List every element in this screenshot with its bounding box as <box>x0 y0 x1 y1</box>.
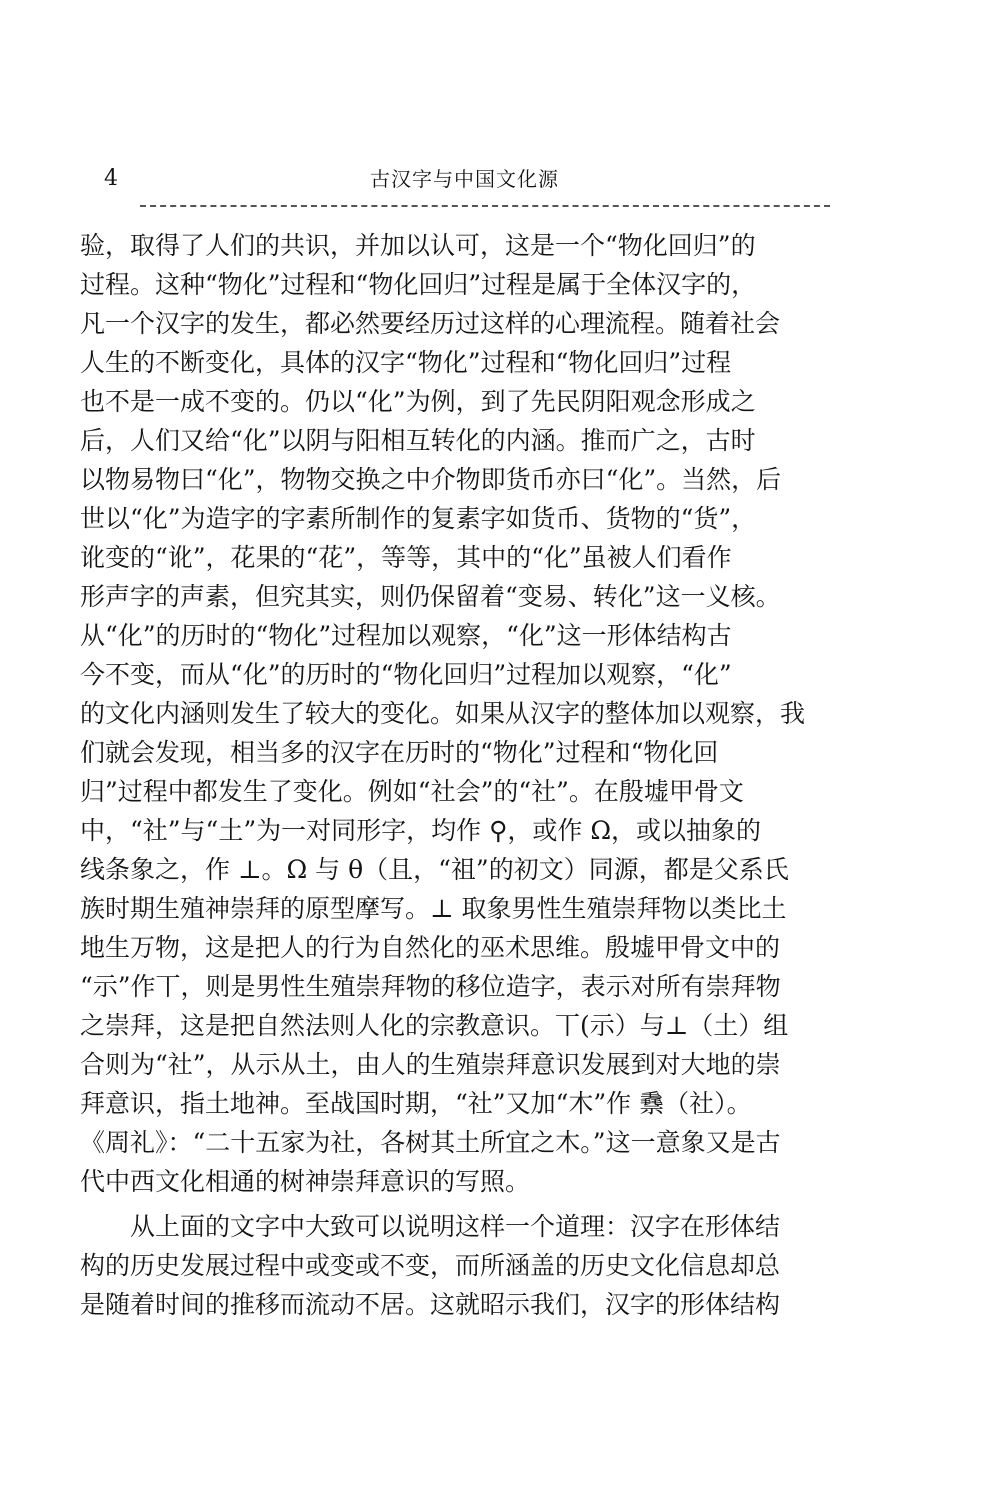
text-line: 《周礼》：“二十五家为社，各树其土所宜之木。”这一意象又是古 <box>80 1128 781 1157</box>
text-line: 合则为“社”，从示从土，由人的生殖崇拜意识发展到对大地的崇 <box>80 1050 781 1079</box>
text-line: 拜意识，指土地神。至战国时期，“社”又加“木”作 䄟（社）。 <box>80 1089 752 1118</box>
text-line: 验，取得了人们的共识，并加以认可，这是一个“物化回归”的 <box>80 231 756 260</box>
text-line: 人生的不断变化，具体的汉字“物化”过程和“物化回归”过程 <box>80 348 732 377</box>
header-rule <box>140 205 830 207</box>
text-line: 族时期生殖神崇拜的原型摩写。⊥ 取象男性生殖崇拜物以类比土 <box>80 894 787 923</box>
body-text <box>80 226 840 1324</box>
text-line: 凡一个汉字的发生，都必然要经历过这样的心理流程。随着社会 <box>80 309 781 338</box>
paragraph-2 <box>80 1207 840 1324</box>
text-line: “示”作丅，则是男性生殖崇拜物的移位造字，表示对所有崇拜物 <box>80 972 781 1001</box>
running-title: 古汉字与中国文化源 <box>370 167 559 191</box>
text-line: 线条象之，作 ⊥。Ω 与 θ（且，“祖”的初文）同源，都是父系氏 <box>80 855 789 884</box>
text-line: 以物易物曰“化”，物物交换之中介物即货币亦曰“化”。当然，后 <box>80 465 782 494</box>
page-number: 4 <box>104 166 118 191</box>
text-line: 是随着时间的推移而流动不居。这就昭示我们，汉字的形体结构 <box>80 1290 781 1319</box>
text-line: 讹变的“讹”，花果的“花”，等等，其中的“化”虽被人们看作 <box>80 543 732 572</box>
text-line: 后，人们又给“化”以阴与阳相互转化的内涵。推而广之，古时 <box>80 426 756 455</box>
text-line: 今不变，而从“化”的历时的“物化回归”过程加以观察，“化” <box>80 660 732 689</box>
text-line: 构的历史发展过程中或变或不变，而所涵盖的历史文化信息却总 <box>80 1251 781 1280</box>
text-line: 地生万物，这是把人的行为自然化的巫术思维。殷墟甲骨文中的 <box>80 933 781 962</box>
text-line: 过程。这种“物化”过程和“物化回归”过程是属于全体汉字的， <box>80 270 757 299</box>
text-line: 也不是一成不变的。仍以“化”为例，到了先民阴阳观念形成之 <box>80 387 756 416</box>
text-line: 归”过程中都发生了变化。例如“社会”的“社”。在殷墟甲骨文 <box>80 777 744 806</box>
text-line: 从上面的文字中大致可以说明这样一个道理：汉字在形体结 <box>130 1212 781 1241</box>
text-line: 中，“社”与“土”为一对同形字，均作 ⚲，或作 Ω，或以抽象的 <box>80 816 762 845</box>
text-line: 们就会发现，相当多的汉字在历时的“物化”过程和“物化回 <box>80 738 719 767</box>
text-line: 世以“化”为造字的字素所制作的复素字如货币、货物的“货”， <box>80 504 757 533</box>
text-line: 之崇拜，这是把自然法则人化的宗教意识。丅(示）与⊥（土）组 <box>80 1011 789 1040</box>
paragraph-1 <box>80 226 840 1201</box>
text-line: 的文化内涵则发生了较大的变化。如果从汉字的整体加以观察，我 <box>80 699 806 728</box>
text-line: 形声字的声素，但究其实，则仍保留着“变易、转化”这一义核。 <box>80 582 781 611</box>
text-line: 代中西文化相通的树神崇拜意识的写照。 <box>80 1167 531 1196</box>
text-line: 从“化”的历时的“物化”过程加以观察，“化”这一形体结构古 <box>80 621 732 650</box>
